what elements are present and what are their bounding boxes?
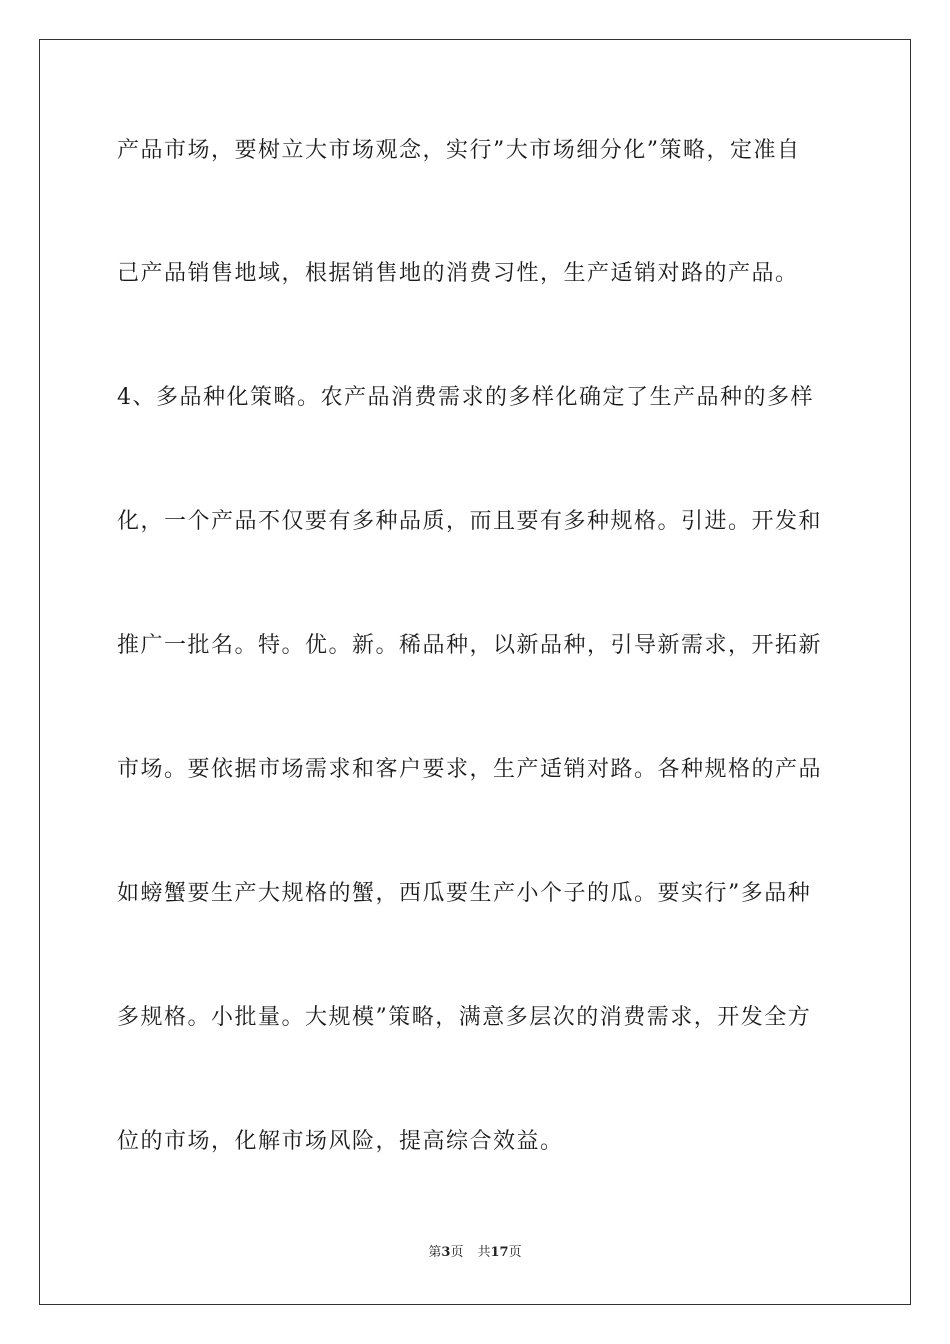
footer-page-number: 3 [441,1245,451,1260]
page-border [39,39,911,1305]
body-text-line-7: 如螃蟹要生产大规格的蟹，西瓜要生产小个子的瓜。要实行”多品种 [117,881,812,906]
footer-total-suffix: 页 [508,1245,522,1260]
body-text-line-4: 化，一个产品不仅要有多种品质，而且要有多种规格。引进。开发和 [117,509,823,534]
body-text-line-2: 己产品销售地域，根据销售地的消费习性，生产适销对路的产品。 [117,261,799,286]
body-text-line-6: 市场。要依据市场需求和客户要求，生产适销对路。各种规格的产品 [117,757,823,782]
footer-total-prefix: 共 [477,1245,491,1260]
page-footer [0,1245,950,1261]
body-text-line-1: 产品市场，要树立大市场观念，实行”大市场细分化”策略，定准自 [117,138,801,163]
body-text-line-9: 位的市场，化解市场风险，提高综合效益。 [117,1129,564,1154]
body-text-line-8: 多规格。小批量。大规模”策略，满意多层次的消费需求，开发全方 [117,1005,812,1030]
footer-total-pages: 17 [490,1245,509,1260]
footer-page-prefix: 第 [428,1245,442,1260]
body-text-line-5: 推广一批名。特。优。新。稀品种，以新品种，引导新需求，开拓新 [117,633,823,658]
body-text-line-3: 4、多品种化策略。农产品消费需求的多样化确定了生产品种的多样 [117,385,814,410]
footer-page-suffix: 页 [450,1245,464,1260]
